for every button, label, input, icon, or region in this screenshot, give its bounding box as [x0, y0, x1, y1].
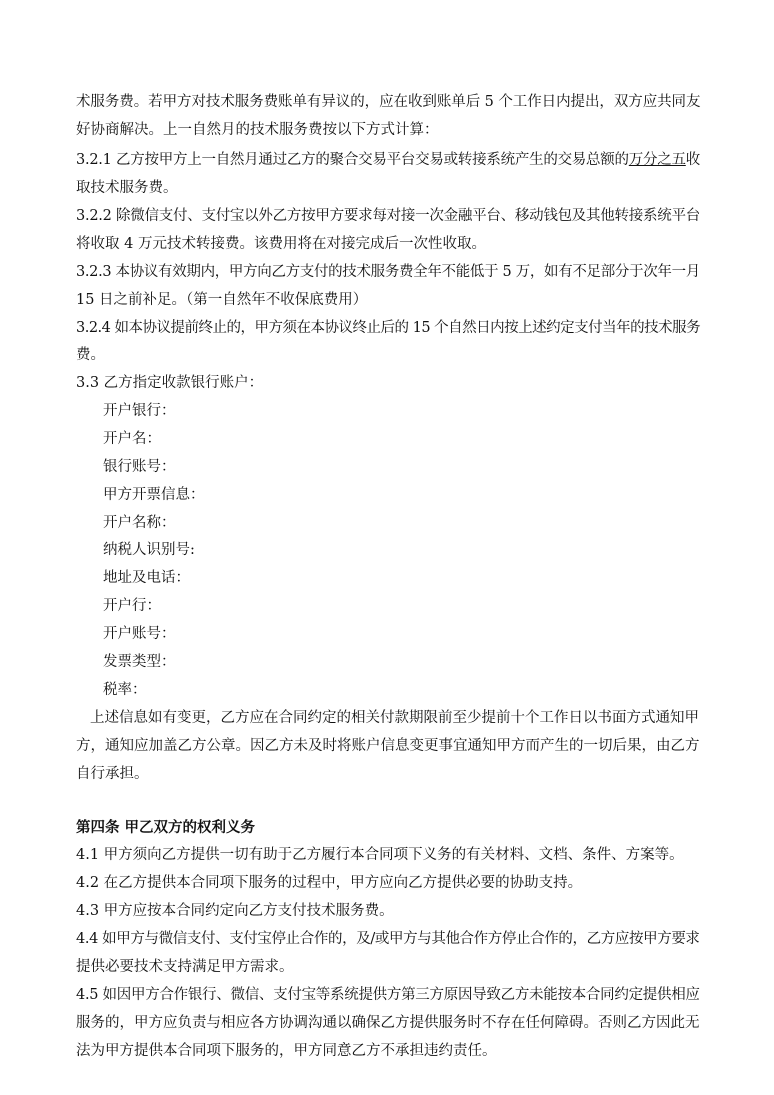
field-invoice-type: 发票类型： [103, 654, 176, 670]
field-bank: 开户银行： [103, 403, 176, 419]
clause-3-2-4: 3.2.4 如本协议提前终止的，甲方须在本协议终止后的 15 个自然日内按上述约定支付当年的技术服务 [76, 320, 701, 336]
paragraph-line: 上述信息如有变更，乙方应在合同约定的相关付款期限前至少提前十个工作日以书面方式通知甲 [90, 710, 699, 726]
paragraph-line: 取技术服务费。 [76, 180, 178, 196]
clause-4-2: 4.2 在乙方提供本合同项下服务的过程中，甲方应向乙方提供必要的协助支持。 [76, 875, 583, 891]
clause-4-1: 4.1 甲方须向乙方提供一切有助于乙方履行本合同项下义务的有关材料、文档、条件、方案等。 [76, 847, 684, 863]
clause-text: 收 [685, 152, 701, 168]
field-bank-branch: 开户行： [103, 598, 161, 614]
field-account-name: 开户名： [103, 431, 161, 447]
field-tax-rate: 税率： [103, 682, 147, 698]
paragraph-line: 方，通知应加盖乙方公章。因乙方未及时将账户信息变更事宜通知甲方而产生的一切后果，由乙方 [76, 738, 700, 754]
field-address-phone: 地址及电话： [103, 570, 190, 586]
clause-text: 3.2.1 乙方按甲方上一自然月通过乙方的聚合交易平台交易或转接系统产生的交易总额的 [76, 152, 629, 168]
field-tax-id: 纳税人识别号: [103, 542, 195, 558]
paragraph-line: 将收取 4 万元技术转接费。该费用将在对接完成后一次性收取。 [76, 236, 486, 252]
paragraph-line: 费。 [76, 347, 105, 363]
clause-3-2-1 [76, 150, 700, 170]
paragraph-line: 好协商解决。上一自然月的技术服务费按以下方式计算： [76, 122, 439, 138]
field-account-no: 银行账号： [103, 459, 176, 475]
paragraph-line: 15 日之前补足。（第一自然年不收保底费用） [76, 292, 368, 308]
paragraph-line: 自行承担。 [76, 766, 149, 782]
clause-4-3: 4.3 甲方应按本合同约定向乙方支付技术服务费。 [76, 903, 394, 919]
paragraph-line: 法为甲方提供本合同项下服务的，甲方同意乙方不承担违约责任。 [76, 1043, 497, 1059]
field-branch-account: 开户账号： [103, 626, 176, 642]
clause-3-3: 3.3 乙方指定收款银行账户： [76, 375, 264, 391]
section-4-title: 第四条 甲乙双方的权利义务 [76, 819, 256, 836]
rate-underlined: 万分之五 [628, 152, 686, 168]
paragraph-line: 术服务费。若甲方对技术服务费账单有异议的，应在收到账单后 5 个工作日内提出，双方应共同友 [76, 94, 701, 110]
clause-4-5: 4.5 如因甲方合作银行、微信、支付宝等系统提供方第三方原因导致乙方未能按本合同约定提供相应 [76, 987, 700, 1003]
paragraph-line: 服务的，甲方应负责与相应各方协调沟通以确保乙方提供服务时不存在任何障碍。否则乙方因此无 [76, 1015, 700, 1031]
clause-3-2-3: 3.2.3 本协议有效期内，甲方向乙方支付的技术服务费全年不能低于 5 万，如有不足部分于次年一月 [76, 264, 700, 280]
field-invoice-info: 甲方开票信息： [103, 487, 205, 503]
field-company-name: 开户名称： [103, 515, 176, 531]
clause-3-2-2: 3.2.2 除微信支付、支付宝以外乙方按甲方要求每对接一次金融平台、移动钱包及其他转接系统平台 [76, 208, 701, 224]
clause-4-4: 4.4 如甲方与微信支付、支付宝停止合作的，及/或甲方与其他合作方停止合作的，乙方应按甲方要求 [76, 931, 700, 947]
paragraph-line: 提供必要技术支持满足甲方需求。 [76, 959, 294, 975]
